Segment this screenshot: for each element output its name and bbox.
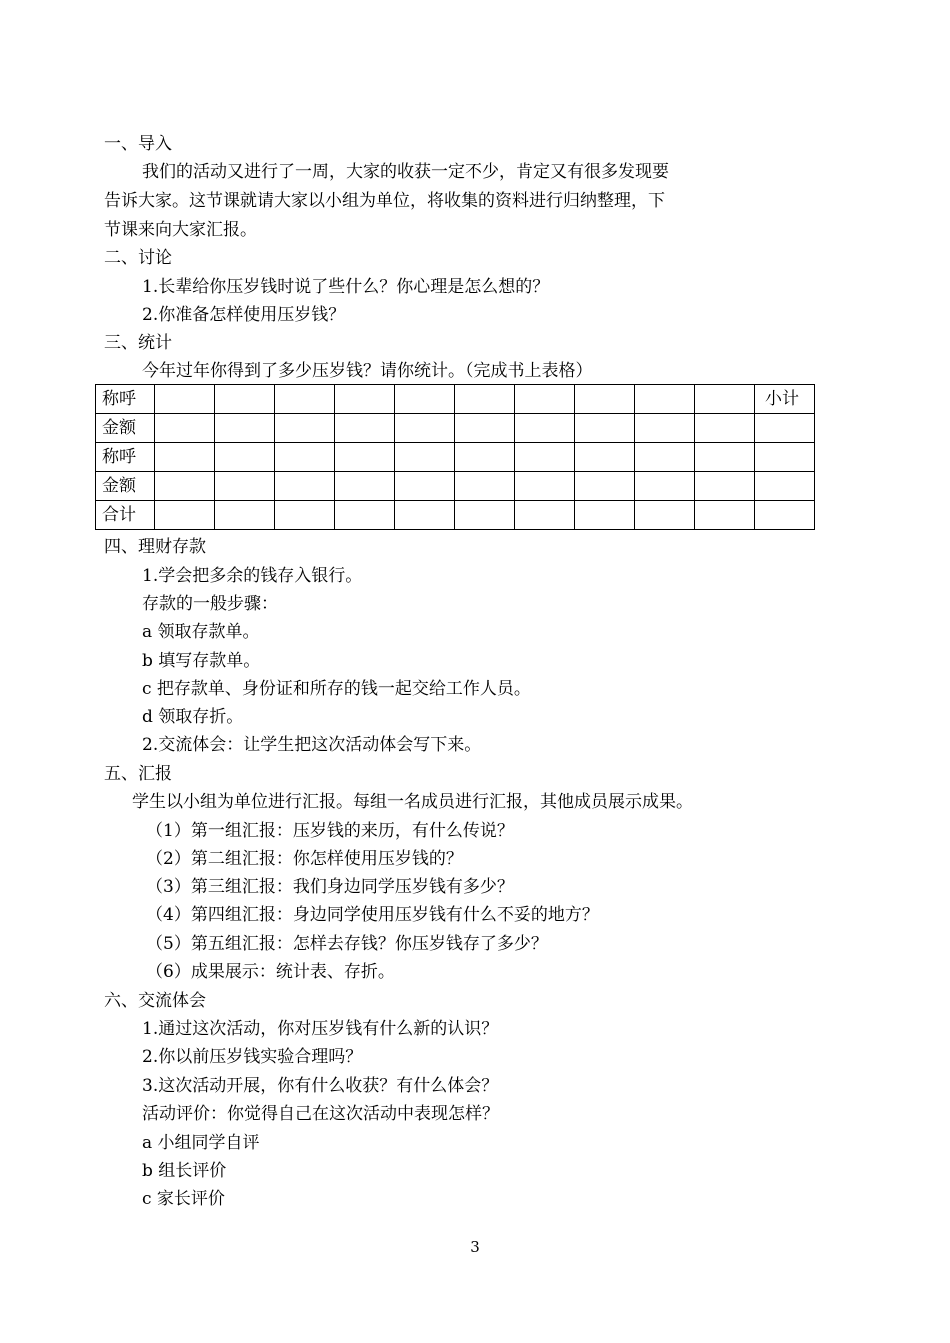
table-cell (335, 443, 395, 472)
table-cell (695, 385, 755, 414)
deposit-step-a: a 领取存款单。 (142, 622, 260, 642)
table-cell (395, 472, 455, 501)
table-cell (575, 414, 635, 443)
table-cell (755, 501, 815, 530)
table-cell (215, 385, 275, 414)
report-item: （6）成果展示：统计表、存折。 (146, 962, 395, 982)
report-item: （4）第四组汇报：身边同学使用压岁钱有什么不妥的地方？ (146, 905, 599, 925)
table-cell (695, 414, 755, 443)
table-cell (215, 443, 275, 472)
table-cell (575, 472, 635, 501)
table-cell (275, 385, 335, 414)
table-cell (455, 501, 515, 530)
table-cell (275, 443, 335, 472)
evaluation-item-a: a 小组同学自评 (142, 1133, 260, 1153)
table-cell (695, 443, 755, 472)
table-row (96, 414, 815, 443)
reflection-question-1: 1.通过这次活动，你对压岁钱有什么新的认识？ (142, 1019, 499, 1039)
table-cell (395, 385, 455, 414)
table-cell (275, 501, 335, 530)
discussion-question-2: 2.你准备怎样使用压岁钱？ (142, 305, 346, 325)
table-cell (275, 472, 335, 501)
table-cell (755, 414, 815, 443)
table-cell (335, 414, 395, 443)
table-cell (395, 443, 455, 472)
report-intro: 学生以小组为单位进行汇报。每组一名成员进行汇报，其他成员展示成果。 (132, 792, 693, 812)
reflection-question-2: 2.你以前压岁钱实验合理吗？ (142, 1047, 363, 1067)
table-cell (455, 443, 515, 472)
table-cell (455, 472, 515, 501)
row-label: 称呼 (96, 385, 155, 414)
section-heading-statistics: 三、统计 (104, 333, 172, 353)
subtotal-header: 小计 (755, 385, 815, 414)
table-cell (575, 501, 635, 530)
finance-item-2: 2.交流体会：让学生把这次活动体会写下来。 (142, 735, 482, 755)
report-item: （1）第一组汇报：压岁钱的来历，有什么传说？ (146, 821, 514, 841)
table-cell (515, 414, 575, 443)
deposit-step-b: b 填写存款单。 (142, 651, 261, 671)
table-cell (455, 385, 515, 414)
report-item: （3）第三组汇报：我们身边同学压岁钱有多少？ (146, 877, 514, 897)
section-heading-report: 五、汇报 (104, 764, 172, 784)
table-cell (335, 501, 395, 530)
table-cell (695, 501, 755, 530)
table-cell (215, 472, 275, 501)
section-heading-finance: 四、理财存款 (104, 537, 206, 557)
table-cell (335, 472, 395, 501)
table-cell (635, 472, 695, 501)
section-heading-reflection: 六、交流体会 (104, 991, 206, 1011)
table-cell (275, 414, 335, 443)
table-cell (215, 414, 275, 443)
table-cell (215, 501, 275, 530)
deposit-step-c: c 把存款单、身份证和所存的钱一起交给工作人员。 (142, 679, 531, 699)
deposit-steps-title: 存款的一般步骤： (142, 594, 278, 614)
table-cell (755, 472, 815, 501)
report-item: （5）第五组汇报：怎样去存钱？你压岁钱存了多少？ (146, 934, 548, 954)
table-row (96, 443, 815, 472)
evaluation-title: 活动评价：你觉得自己在这次活动中表现怎样？ (142, 1104, 499, 1124)
intro-paragraph-line2: 告诉大家。这节课就请大家以小组为单位，将收集的资料进行归纳整理，下 (104, 191, 665, 211)
deposit-step-d: d 领取存折。 (142, 707, 244, 727)
table-cell (755, 443, 815, 472)
report-item: （2）第二组汇报：你怎样使用压岁钱的？ (146, 849, 463, 869)
table-cell (155, 385, 215, 414)
table-row (96, 472, 815, 501)
table-cell (515, 501, 575, 530)
table-cell (335, 385, 395, 414)
table-cell (635, 414, 695, 443)
reflection-question-3: 3.这次活动开展，你有什么收获？有什么体会？ (142, 1076, 499, 1096)
section-heading-discussion: 二、讨论 (104, 248, 172, 268)
intro-paragraph-line1: 我们的活动又进行了一周，大家的收获一定不少，肯定又有很多发现要 (142, 162, 669, 182)
table-cell (575, 443, 635, 472)
table-cell (515, 443, 575, 472)
table-cell (395, 501, 455, 530)
finance-item-1: 1.学会把多余的钱存入银行。 (142, 566, 363, 586)
table-cell (635, 385, 695, 414)
evaluation-item-b: b 组长评价 (142, 1161, 227, 1181)
table-cell (575, 385, 635, 414)
row-label: 称呼 (96, 443, 155, 472)
table-cell (155, 443, 215, 472)
row-label: 金额 (96, 414, 155, 443)
red-envelope-table (95, 384, 815, 530)
table-cell (155, 414, 215, 443)
row-label: 金额 (96, 472, 155, 501)
page-number: 3 (470, 1238, 480, 1256)
statistics-intro: 今年过年你得到了多少压岁钱？请你统计。（完成书上表格） (142, 361, 593, 381)
table-row (96, 501, 815, 530)
table-cell (635, 443, 695, 472)
table-cell (515, 385, 575, 414)
table-cell (455, 414, 515, 443)
section-heading-intro: 一、导入 (104, 134, 172, 154)
table-cell (155, 501, 215, 530)
row-label: 合计 (96, 501, 155, 530)
table-cell (635, 501, 695, 530)
table-cell (395, 414, 455, 443)
table-cell (155, 472, 215, 501)
intro-paragraph-line3: 节课来向大家汇报。 (104, 220, 257, 240)
evaluation-item-c: c 家长评价 (142, 1189, 225, 1209)
table-cell (515, 472, 575, 501)
discussion-question-1: 1.长辈给你压岁钱时说了些什么？你心理是怎么想的？ (142, 277, 550, 297)
table-row (96, 385, 815, 414)
table-cell (695, 472, 755, 501)
